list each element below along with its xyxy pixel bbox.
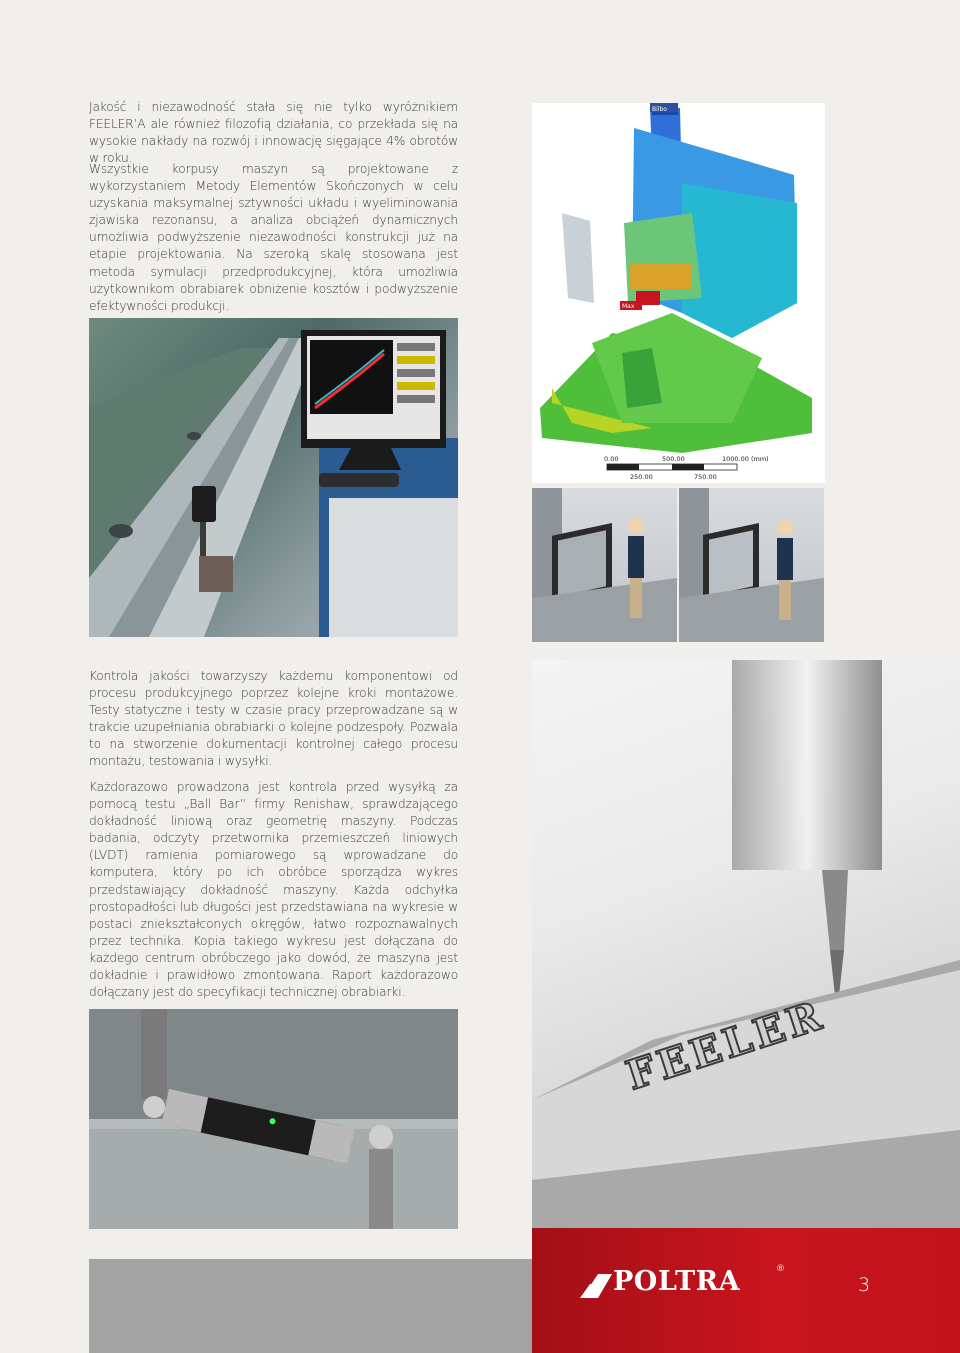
registered-mark: ® xyxy=(776,1264,785,1274)
logo-text: POLTRA xyxy=(613,1266,741,1297)
simulation-frame-2 xyxy=(679,488,824,642)
poltra-logo xyxy=(580,1264,785,1302)
fem-paragraph: Wszystkie korpusy maszyn są projektowane z wykorzystaniem Metody Elementów Skończonych w celu uzyskania maksymalnej sztywności układu i wyeliminowania zjawiska rezonansu, a analiza obciążeń dynamicznych umożliwia podwyższenie niezawodności konstrukcji już na etapie projektowania. Na szeroką skalę stosowana jest metoda symulacji przedprodukcyjnej, która umożliwia użytkownikom obrabiarek obniżenie kosztów i podwyższenie efektywności produkcji. xyxy=(89,162,458,313)
scale-tick-250: 250.00 xyxy=(630,473,653,481)
scale-tick-1000: 1000.00 (mm) xyxy=(722,455,769,463)
ball-bar-paragraph: Każdorazowo prowadzona jest kontrola przed wysyłką za pomocą testu „Ball Bar” firmy Renishaw, sprawdzającego dokładność liniową oraz geometrię maszyny. Podczas badania, odczyty przetwornika przemieszczeń liniowych (LVDT) ramienia pomiarowego są wprowadzane do komputera, który po ich obróbce sporządza wykres przedstawiający dokładność maszyny. Każda odchyłka prostopadłości lub długości jest przedstawiana na wykresie w postaci zniekształconych okręgów, łatwo rozpoznawalnych przez technika. Kopia takiego wykresu jest dołączana do każdego centrum obróbczego jako dowód, że maszyna jest dokładnie i prawidłowo zmontowana. Raport każdorazowo dołączany jest do specyfikacji technicznej obrabiarki. xyxy=(89,780,458,1000)
milling-engraving-photo xyxy=(532,660,960,1228)
factory-inspection-photo xyxy=(89,318,458,637)
quality-control-paragraph: Kontrola jakości towarzyszy każdemu komponentowi od procesu produkcyjnego poprzez kolejne kroki montażowe. Testy statyczne i testy w czasie pracy przeprowadzane są w trakcie uzupełniania obrabiarki o kolejne podzespoły. Pozwala to na stworzenie dokumentacji kontrolnej całego procesu montażu, testowania i wysyłki. xyxy=(89,669,458,769)
intro-paragraph: Jakość i niezawodność stała się nie tylko wyróżnikiem FEELER’A ale również filozofią działania, co przekłada się na wysokie nakłady na rozwój i innowację sięgające 4% obrotów w roku. xyxy=(89,100,458,166)
scale-tick-750: 750.00 xyxy=(694,473,717,481)
footer-gray-band xyxy=(89,1259,532,1353)
engraved-feeler-text: FEELER xyxy=(620,991,831,1100)
simulation-frame-1 xyxy=(532,488,677,642)
scale-tick-500: 500.00 xyxy=(662,455,685,463)
scale-tick-0: 0.00 xyxy=(604,455,619,463)
fea-simulation-image xyxy=(532,103,825,483)
page-number: 3 xyxy=(858,1274,871,1296)
fea-max-label: Max xyxy=(622,303,635,310)
ball-bar-test-photo xyxy=(89,1009,458,1229)
fea-top-label: Bilbo xyxy=(652,106,667,113)
